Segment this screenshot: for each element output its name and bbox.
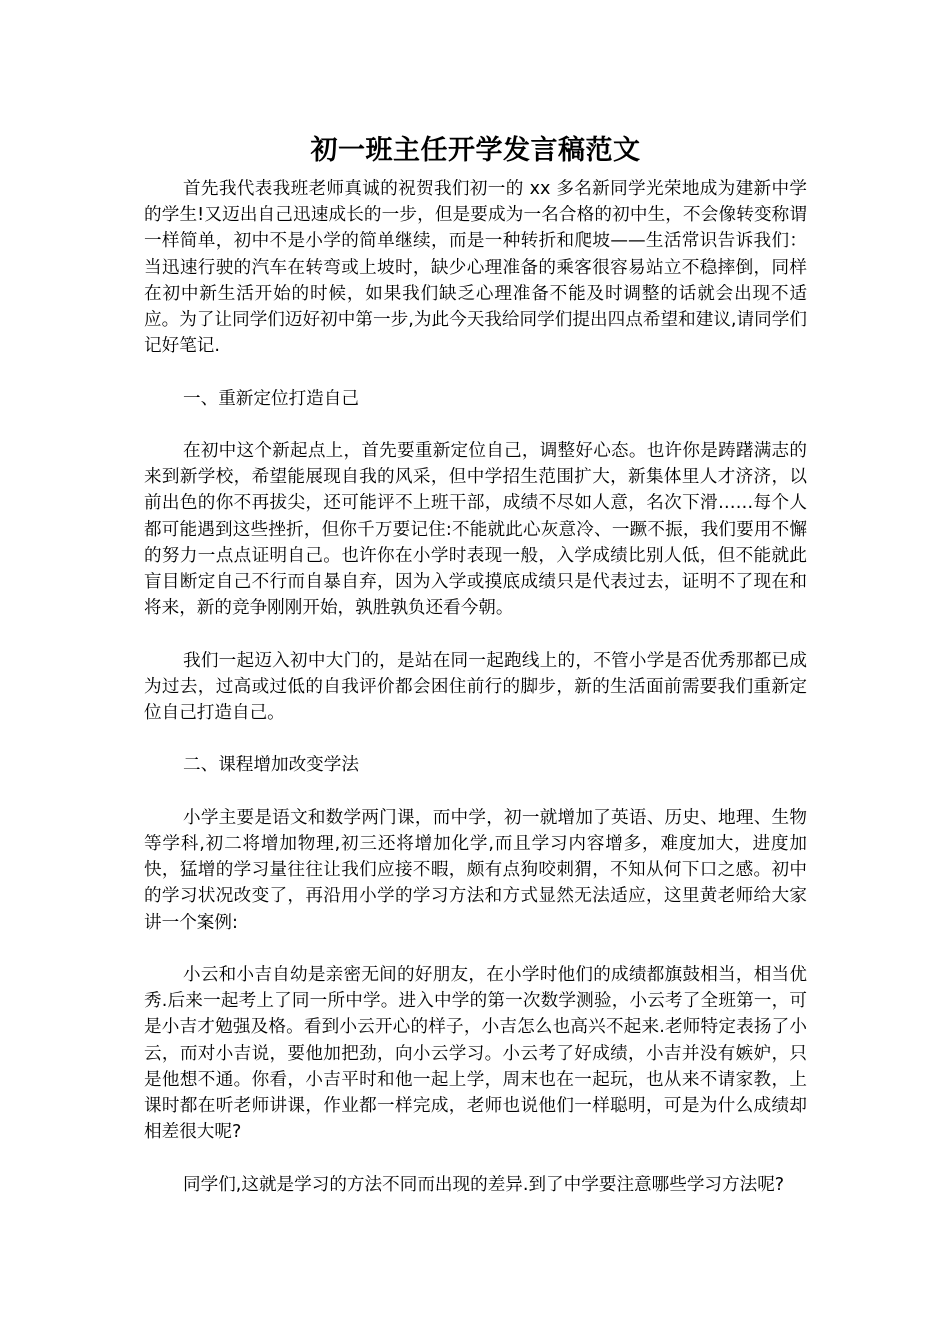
document-page (144, 128, 807, 1198)
paragraph-gap (144, 1145, 807, 1171)
paragraph-gap (144, 779, 807, 805)
section-heading-1: 一、重新定位打造自己 (183, 388, 359, 409)
paragraph-courses: 小学主要是语文和数学两门课，而中学，初一就增加了英语、历史、地理、生物等学科,初二将增加物理,初三还将增加化学,而且学习内容增多，难度加大，进度加快，猛增的学习量往往让我们应接不暇，颇有点狗咬刺猬，不知从何下口之感。初中的学习状况改变了，再沿用小学的学习方法和方式显然无法适应，这里黄老师给大家讲一个案例: (144, 807, 807, 933)
paragraph-closing-question: 同学们,这就是学习的方法不同而出现的差异.到了中学要注意哪些学习方法呢? (183, 1174, 785, 1195)
paragraph-gap (144, 412, 807, 438)
paragraph-reposition: 在初中这个新起点上，首先要重新定位自己，调整好心态。也许你是踌躇满志的来到新学校，希望能展现自我的风采，但中学招生范围扩大，新集体里人才济济，以前出色的你不再拔尖，还可能评不上班干部，成绩不尽如人意，名次下滑……每个人都可能遇到这些挫折，但你千万要记住:不能就此心灰意冷、一蹶不振，我们要用不懈的努力一点点证明自己。也许你在小学时表现一般，入学成绩比别人低，但不能就此盲目断定自己不行而自暴自弃，因为入学或摸底成绩只是代表过去，证明不了现在和将来，新的竞争刚刚开始，孰胜孰负还看今朝。 (144, 441, 807, 619)
section-heading-2: 二、课程增加改变学法 (183, 755, 359, 776)
paragraph-gap (144, 359, 807, 385)
paragraph-gap (144, 936, 807, 962)
document-title: 初一班主任开学发言稿范文 (310, 135, 641, 166)
paragraph-case-story: 小云和小吉自幼是亲密无间的好朋友，在小学时他们的成绩都旗鼓相当，相当优秀.后来一起考上了同一所中学。进入中学的第一次数学测验，小云考了全班第一，可是小吉才勉强及格。看到小云开心的样子，小吉怎么也高兴不起来.老师特定表扬了小云，而对小吉说，要他加把劲，向小云学习。小云考了好成绩，小吉并没有嫉妒，只是他想不通。你看，小吉平时和他一起上学，周末也在一起玩，也从来不请家教，上课时都在听老师讲课，作业都一样完成，老师也说他们一样聪明，可是为什么成绩却相差很大呢? (144, 965, 807, 1143)
paragraph-gap (144, 621, 807, 647)
paragraph-gap (144, 726, 807, 752)
paragraph-intro: 首先我代表我班老师真诚的祝贺我们初一的 xx 多名新同学光荣地成为建新中学的学生!又迈出自己迅速成长的一步，但是要成为一名合格的初中生，不会像转变称谓一样简单，初中不是小学的简单继续，而是一种转折和爬坡——生活常识告诉我们：当迅速行驶的汽车在转弯或上坡时，缺少心理准备的乘客很容易站立不稳摔倒，同样在初中新生活开始的时候，如果我们缺乏心理准备不能及时调整的话就会出现不适应。为了让同学们迈好初中第一步,为此今天我给同学们提出四点希望和建议,请同学们记好笔记. (144, 179, 807, 357)
paragraph-same-start: 我们一起迈入初中大门的，是站在同一起跑线上的，不管小学是否优秀那都已成为过去，过高或过低的自我评价都会困住前行的脚步，新的生活面前需要我们重新定位自己打造自己。 (144, 650, 807, 724)
